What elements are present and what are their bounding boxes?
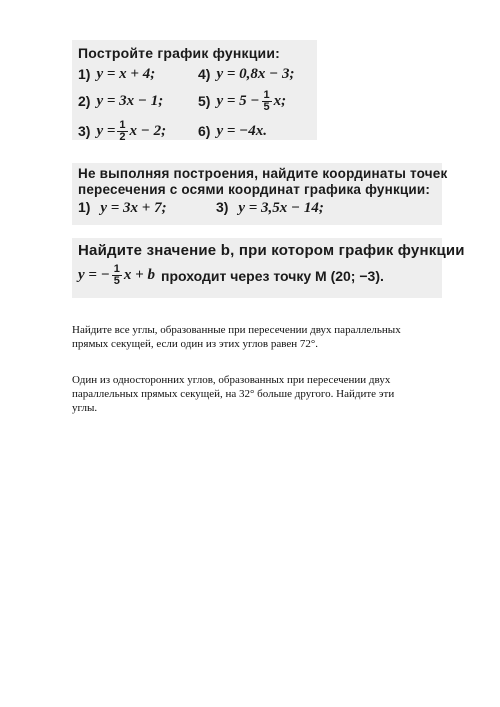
task-parallel-angles-32: Один из односторонних углов, образованных при пересечении двух параллельных прямых секущей, на 32° больше другого. Найдите эти углы. <box>72 374 395 414</box>
task-graph-list <box>78 62 317 146</box>
fraction: $\frac{1}{5}$ <box>113 263 120 287</box>
task-axis-item-3: 3) y = 3,5x − 14; <box>216 199 324 216</box>
task-axis-intersections <box>72 163 448 225</box>
task-axis-heading-line2: пересечения с осями координат графика функции: <box>78 182 431 197</box>
task-graph-item-3: 3) y = $\frac{1}{2}$ x − 2; <box>78 118 167 143</box>
task-axis-item-1: 1) y = 3x + 7; <box>78 199 167 216</box>
task-find-b-line2: y = − $\frac{1}{5}$ x + b проходит через точку M (20; −3). <box>78 263 384 287</box>
fraction: $\frac{1}{2}$ <box>119 118 126 143</box>
task-graph-item-1: 1) y = x + 4; <box>78 65 156 82</box>
task-graph-item-6: 6) y = −4x. <box>198 122 267 139</box>
task-find-b-line1: Найдите значение b, при котором график функции <box>78 242 465 259</box>
task-find-b <box>72 238 465 298</box>
task-graph-functions <box>72 40 317 143</box>
task-axis-list <box>78 199 442 217</box>
task-graph-heading: Постройте график функции: <box>78 45 281 61</box>
task-graph-item-5: 5) y = 5 − $\frac{1}{5}$ x; <box>198 88 287 113</box>
task-axis-heading-line1: Не выполняя построения, найдите координаты точек <box>78 166 448 181</box>
fraction: $\frac{1}{5}$ <box>263 88 270 113</box>
task-parallel-angles-72: Найдите все углы, образованные при пересечении двух параллельных прямых секущей, если один из этих углов равен 72°. <box>72 324 401 350</box>
task-graph-item-2: 2) y = 3x − 1; <box>78 92 164 109</box>
task-graph-item-4: 4) y = 0,8x − 3; <box>198 65 295 82</box>
